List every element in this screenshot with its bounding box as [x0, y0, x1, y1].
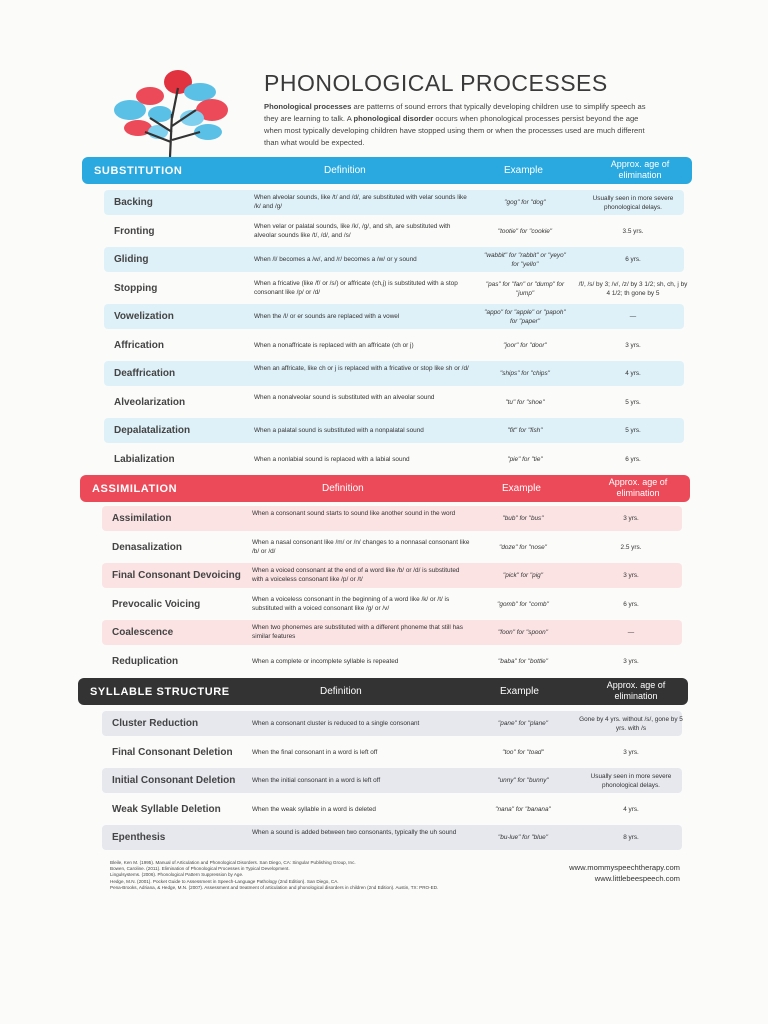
process-definition: When a consonant sound starts to sound like another sound in the word [252, 510, 456, 517]
process-example: "pane" for "plane" [498, 720, 548, 727]
table-row [102, 620, 682, 645]
process-definition: When a consonant cluster is reduced to a single consonant [252, 720, 420, 727]
reference-line: Bowen, Caroline. (2011). Elimination of Phonological Processes in Typical Development. [110, 866, 290, 872]
table-row [102, 506, 682, 531]
process-definition: When velar or palatal sounds, like /k/, /g/, and sh, are substituted with alveolar sounds like /t/, /d/, and /s/ [254, 222, 451, 239]
process-definition: When a nonalveolar sound is substituted with an alveolar sound [254, 393, 435, 401]
process-definition: When the initial consonant in a word is left off [252, 777, 381, 784]
process-age: /f/, /s/ by 3; /v/, /z/ by 3 1/2; sh, ch, j by 4 1/2; th gone by 5 [578, 280, 688, 297]
reference-line: Lingulsystems. (2006). Phonological Pattern Suppression by Age. [110, 872, 244, 878]
intro-text-1: are patterns of sound errors that typically developing children use to simplify speech as they are learning to talk. A [264, 102, 646, 123]
intro-term-processes: Phonological processes [264, 102, 352, 111]
col-definition: Definition [324, 165, 366, 176]
col-age: Approx. age of elimination [610, 159, 670, 180]
process-definition: When a palatal sound is substituted with a nonpalatal sound [254, 427, 424, 434]
col-definition: Definition [322, 483, 364, 494]
process-definition: When two phonemes are substituted with a different phoneme that still has similar features [252, 624, 463, 640]
process-age: 4 yrs. [623, 805, 639, 813]
section-title-syllable: SYLLABLE STRUCTURE [90, 686, 230, 698]
process-name: Final Consonant Deletion [112, 746, 233, 758]
process-name: Epenthesis [112, 832, 166, 843]
process-example: "pas" for "fan" or "dump" for "jump" [485, 280, 565, 297]
col-age: Approx. age of elimination [608, 477, 668, 498]
process-definition: When the final consonant in a word is left off [252, 748, 378, 756]
process-definition: When the /l/ or er sounds are replaced with a vowel [254, 313, 400, 320]
process-example: "gog" for "dog" [504, 199, 546, 206]
process-age: 3 yrs. [623, 748, 639, 756]
table-row [104, 304, 684, 329]
process-definition: When an affricate, like ch or j is replaced with a fricative or stop like sh or /d/ [254, 365, 469, 372]
process-definition: When a nonaffricate is replaced with an affricate (ch or j) [254, 341, 414, 349]
process-age: 2.5 yrs. [620, 543, 642, 551]
table-row [104, 276, 688, 301]
process-name: Labialization [114, 453, 175, 465]
col-example: Example [500, 686, 539, 697]
process-age: 3 yrs. [623, 657, 639, 665]
process-name: Cluster Reduction [112, 718, 199, 729]
process-example: "gomb" for "comb" [497, 600, 549, 608]
process-example: "too" for "toad" [502, 748, 544, 756]
page-title: PHONOLOGICAL PROCESSES [264, 70, 608, 96]
table-row [104, 247, 684, 272]
process-age: 3 yrs. [623, 572, 639, 579]
col-age: Approx. age of elimination [606, 680, 666, 701]
assimilation-header [80, 475, 690, 502]
process-age: 6 yrs. [625, 256, 641, 263]
process-age: — [627, 629, 635, 636]
process-definition: When the weak syllable in a word is deleted [252, 805, 376, 813]
table-row [102, 797, 682, 822]
table-row [102, 711, 682, 736]
process-age: 6 yrs. [623, 600, 639, 608]
process-age: Gone by 4 yrs. without /s/, gone by 5 yrs. with /s [579, 716, 683, 732]
col-example: Example [504, 165, 543, 176]
process-name: Weak Syllable Deletion [112, 803, 221, 815]
process-name: Final Consonant Devoicing [112, 570, 241, 581]
table-row [104, 361, 684, 386]
process-name: Initial Consonant Deletion [112, 775, 236, 786]
process-definition: When a nasal consonant like /m/ or /n/ changes to a nonnasal consonant like /b/ or /d/ [252, 538, 470, 555]
intro-text-2: occurs when phonological processes persist beyond the age when most typically developing children have stopped using them or when the processes used are much different than what would be expected. [264, 114, 645, 147]
process-definition: When a complete or incomplete syllable is repeated [252, 657, 399, 665]
process-age: 4 yrs. [625, 370, 641, 377]
section-title-assimilation: ASSIMILATION [92, 483, 178, 495]
process-age: Usually seen in more severe phonological delays. [592, 195, 674, 211]
process-name: Reduplication [112, 655, 179, 667]
website-link[interactable]: www.mommyspeechtherapy.com [569, 863, 680, 872]
process-name: Assimilation [112, 513, 172, 524]
process-example: "tu" for "shoe" [505, 398, 545, 406]
process-example: "foon" for "spoon" [498, 629, 548, 636]
process-name: Affrication [114, 339, 164, 351]
col-definition: Definition [320, 686, 362, 697]
process-example: "wabbit" for "rabbit" or "yeyo" for "yello" [484, 252, 566, 268]
tree-logo [100, 62, 240, 162]
table-row [102, 825, 682, 850]
substitution-header [82, 157, 692, 184]
process-definition: When a nonlabial sound is replaced with a labial sound [254, 455, 410, 463]
table-row [102, 592, 682, 617]
process-name: Stopping [114, 282, 158, 294]
process-age: 3 yrs. [623, 515, 639, 522]
process-name: Vowelization [114, 311, 174, 322]
table-row [104, 190, 684, 215]
table-row [102, 649, 682, 674]
process-example: "tootie" for "cookie" [497, 227, 553, 235]
process-name: Backing [114, 197, 153, 208]
process-example: "unny" for "bunny" [497, 777, 549, 784]
process-age: Usually seen in more severe phonological delays. [590, 773, 672, 789]
process-definition: When a sound is added between two consonants, typically the uh sound [252, 829, 457, 836]
col-example: Example [502, 483, 541, 494]
process-definition: When /l/ becomes a /w/, and /r/ becomes a /w/ or y sound [254, 256, 417, 263]
table-row [104, 390, 684, 415]
process-name: Alveolarization [114, 396, 186, 408]
table-row [102, 535, 682, 560]
process-example: "joor" for "door" [503, 341, 547, 349]
website-link[interactable]: www.littlebeespeech.com [594, 874, 680, 883]
process-example: "doze" for "nose" [499, 543, 547, 551]
process-name: Deaffrication [114, 368, 176, 379]
process-name: Fronting [114, 225, 155, 237]
table-row [104, 418, 684, 443]
process-age: 3 yrs. [625, 341, 641, 349]
process-name: Prevocalic Voicing [112, 598, 201, 610]
process-name: Gliding [114, 254, 149, 265]
process-example: "bu-lue" for "blue" [498, 834, 548, 841]
process-example: "pick" for "pig" [503, 572, 543, 579]
process-example: "bub" for "bus" [502, 515, 544, 522]
reference-line: Pena-Brooks, Adriana, & Hedge, M.N. (2007). Assessment and treatment of articulation and phonological disorders in children (2nd Edition). Austin, TX: PRO-ED. [110, 884, 439, 890]
table-row [102, 768, 682, 793]
syllable-header [78, 678, 688, 705]
process-name: Depalatalization [114, 425, 191, 436]
process-age: 8 yrs. [623, 834, 639, 841]
process-definition: When a voiceless consonant in the beginning of a word like /k/ or /t/ is substituted with a voiced consonant like /g/ or /v/ [252, 595, 450, 612]
process-example: "appo" for "apple" or "papoh" for "paper" [484, 309, 566, 325]
process-definition: When a fricative (like /f/ or /s/) or affricate (ch,j) is substituted with a stop consonant like /p/ or /d/ [254, 279, 458, 296]
intro-paragraph [264, 101, 654, 149]
process-name: Denasalization [112, 541, 183, 553]
website-links [548, 862, 680, 884]
process-name: Coalescence [112, 627, 174, 638]
process-example: "nana" for "banana" [495, 805, 551, 813]
table-row [102, 740, 682, 765]
process-age: 5 yrs. [625, 398, 641, 406]
reference-line: Hedge, M.N. (2001). Pocket Guide to Assessment in Speech-Language Pathology (2nd Edition). San Diego, CA. [110, 878, 339, 884]
process-age: — [629, 313, 637, 320]
table-row [104, 219, 684, 244]
process-age: 3.5 yrs. [622, 227, 644, 235]
section-title-substitution: SUBSTITUTION [94, 165, 183, 177]
table-row [102, 563, 682, 588]
intro-term-disorder: phonological disorder [353, 114, 434, 123]
process-example: "ships" for "chips" [500, 370, 550, 377]
process-definition: When alveolar sounds, like /t/ and /d/, are substituted with velar sounds like /k/ and /g/ [254, 194, 467, 210]
process-example: "fit" for "fish" [507, 427, 543, 434]
table-row [104, 333, 684, 358]
reference-line: Bleile, Ken M. (1995). Manual of Articulation and Phonological Disorders. San Diego, CA: Singular Publishing Group, Inc. [110, 860, 356, 865]
process-example: "baba" for "bottle" [498, 657, 548, 665]
process-definition: When a voiced consonant at the end of a word like /b/ or /d/ is substituted with a voiceless consonant like /p/ or /t/ [252, 567, 460, 583]
references [110, 860, 530, 891]
process-age: 5 yrs. [625, 427, 641, 434]
process-example: "pie" for "tie" [507, 455, 543, 463]
table-row [104, 447, 684, 472]
process-age: 6 yrs. [625, 455, 641, 463]
